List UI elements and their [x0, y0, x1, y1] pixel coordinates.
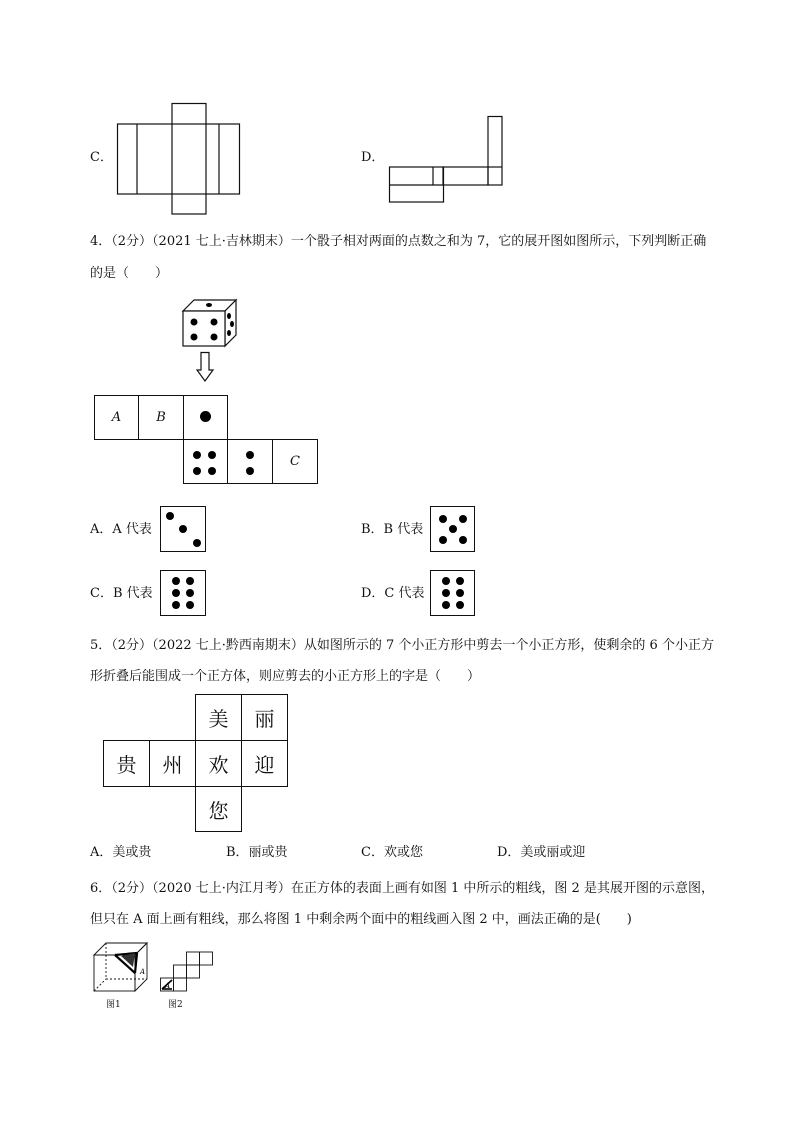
q4-net-cell-four-pips: [183, 439, 228, 484]
q6-fig2-net: [160, 950, 214, 992]
q3-option-d-label: D．: [361, 150, 385, 165]
q5-option-c[interactable]: C．欢或您: [361, 845, 423, 860]
q4-option-a[interactable]: A．A 代表: [90, 522, 152, 537]
q5-option-d[interactable]: D．美或丽或迎: [497, 845, 586, 860]
q3-option-c-label: C．: [90, 150, 113, 165]
q6-fig2-face-label: A: [165, 982, 171, 990]
q4-net-cell-two-pips: [227, 439, 273, 484]
q5-net-cell-mei: 美: [195, 694, 242, 741]
q5-net-cell-ying: 迎: [241, 740, 288, 787]
q4-option-b[interactable]: B．B 代表: [361, 522, 424, 537]
q5-net-cell-zhou: 州: [149, 740, 196, 787]
q4-die-3d: [182, 299, 238, 347]
q4-option-c-die-six: [160, 570, 206, 616]
q3-option-c-net: [117, 103, 242, 215]
q6-stem-line2: 但只在 A 面上画有粗线，那么将图 1 中剩余两个面中的粗线画入图 2 中，画法正确的是( ): [90, 912, 632, 927]
q4-option-a-die-three: [160, 506, 206, 552]
q4-net-cell-one-pip: [183, 395, 228, 440]
q4-stem-line1: 4．（2分）（2021 七上·吉林期末）一个骰子相对两面的点数之和为 7，它的展开图如图所示，下列判断正确: [90, 234, 707, 249]
q6-fig1-caption: 图1: [106, 1000, 121, 1010]
q4-down-arrow-icon: [196, 352, 214, 382]
q4-option-b-die-five: [430, 506, 475, 552]
q6-stem-line1: 6．（2分）（2020 七上·内江月考）在正方体的表面上画有如图 1 中所示的粗线，图 2 是其展开图的示意图，: [90, 881, 714, 896]
q4-net-cell-b: B: [138, 395, 184, 440]
q4-net-cell-c: C: [272, 439, 318, 484]
q4-net-cell-a: A: [94, 395, 139, 440]
q6-fig1-face-label: A: [140, 968, 146, 976]
q5-option-a[interactable]: A．美或贵: [90, 845, 152, 860]
q5-net-cell-li: 丽: [241, 694, 288, 741]
q5-net-cell-huan: 欢: [195, 740, 242, 787]
q5-net-cell-nin: 您: [195, 786, 242, 832]
q5-stem-line2: 形折叠后能围成一个正方体，则应剪去的小正方形上的字是（ ）: [90, 669, 481, 684]
q3-option-d-net: [389, 116, 504, 203]
q5-net-cell-gui: 贵: [103, 740, 150, 787]
q6-fig1-cube: [93, 941, 149, 993]
q5-option-b[interactable]: B．丽或贵: [226, 845, 288, 860]
q6-fig2-caption: 图2: [168, 1000, 183, 1010]
q4-option-c[interactable]: C．B 代表: [90, 586, 153, 601]
q4-option-d-die-six: [430, 570, 475, 616]
q4-option-d[interactable]: D．C 代表: [361, 586, 425, 601]
q5-stem-line1: 5．（2分）（2022 七上·黔西南期末）从如图所示的 7 个小正方形中剪去一个小正方形，使剩余的 6 个小正方: [90, 638, 714, 653]
q4-stem-line2: 的是（ ）: [90, 266, 169, 281]
